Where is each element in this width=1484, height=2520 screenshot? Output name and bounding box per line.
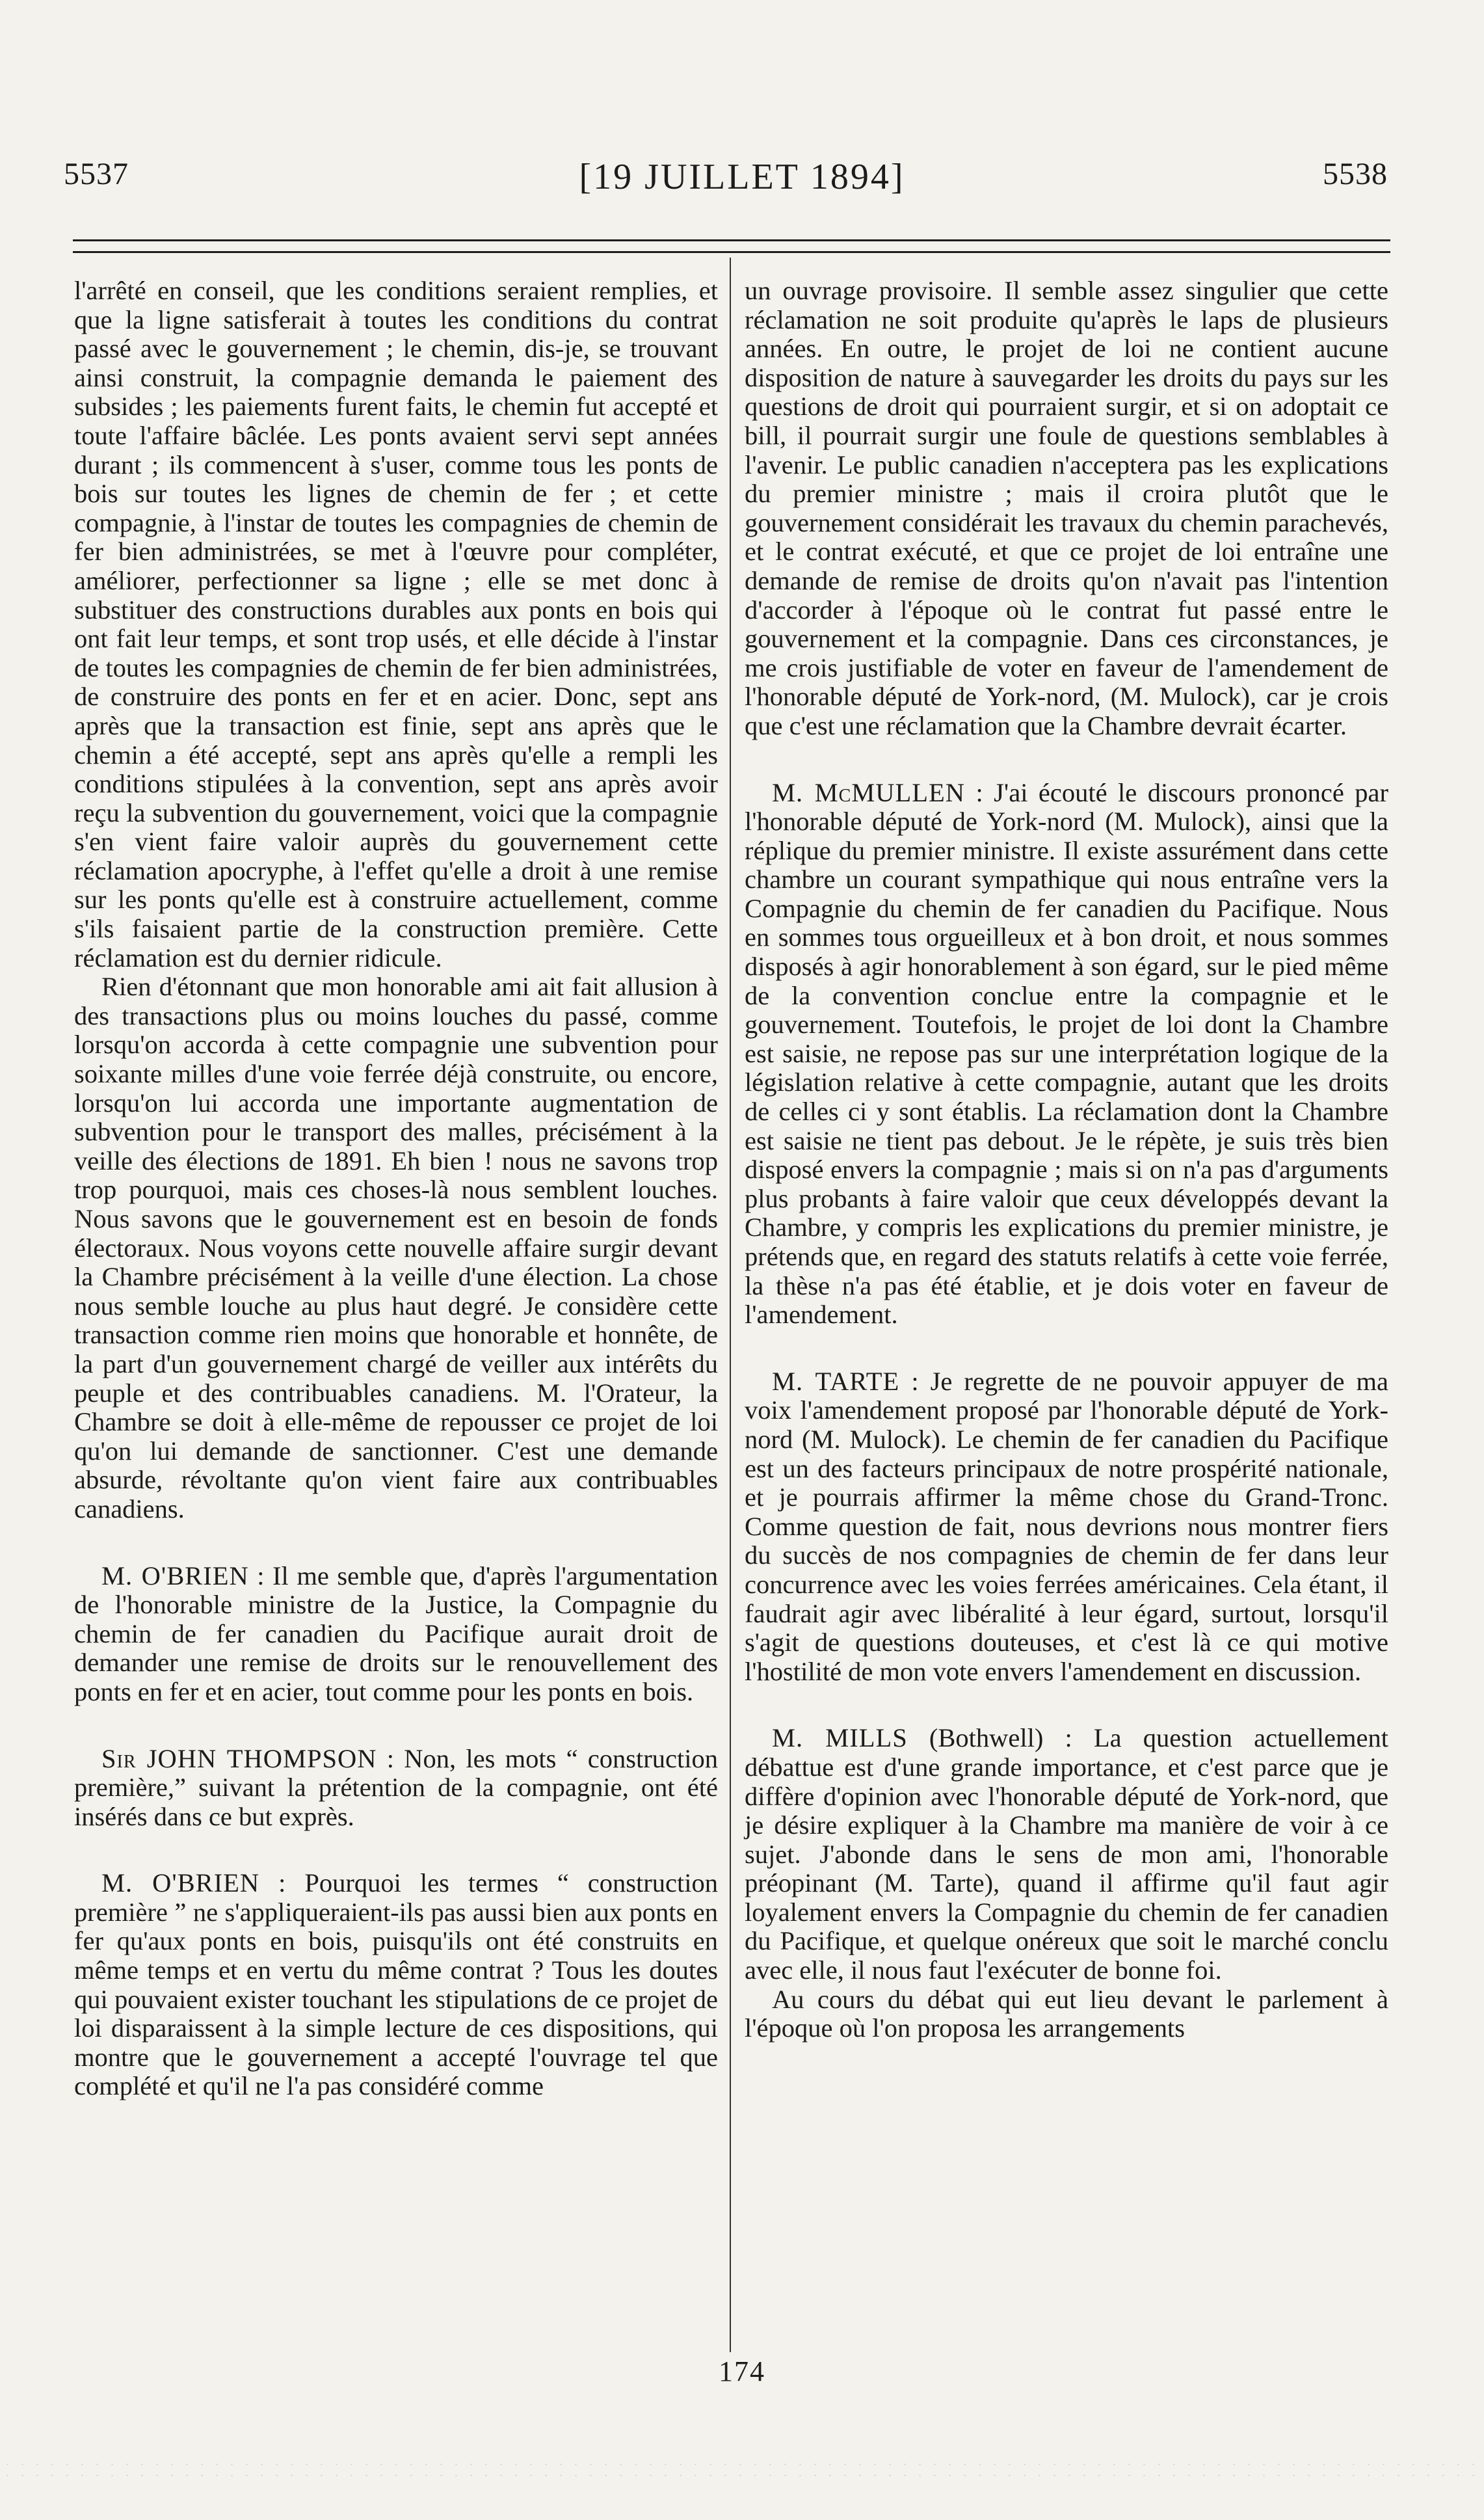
right-page-number: 5538 [1323, 157, 1388, 191]
speech-text: (Bothwell) : La question actuellement débattue est d'une grande importance, et c'est parce que je diffère d'opinion avec l'honorable député de York-nord, que je désire expliquer à la Chambre ma manière de voir à ce sujet. J'abonde dans le sens de mon ami, l'honorable préopinant (M. Tarte), quand il affirme qu'il faut agir loyalement envers la Compagnie du chemin de fer canadien du Pacifique, et quelque onéreux que soit le marché conclu avec elle, il nous faut l'exécuter de bonne foi. [745, 1723, 1388, 1985]
scan-noise [0, 2459, 1484, 2485]
header-rule-bottom [73, 251, 1390, 253]
speaker-name: M. MILLS [772, 1723, 908, 1753]
speech-text: : Il me semble que, d'après l'argumentation de l'honorable ministre de la Justice, la Compagnie du chemin de fer canadien du Pacifique aurait droit de demander une remise de droits sur le renouvellement des ponts en fer et en acier, tout comme pour les ponts en bois. [74, 1561, 718, 1706]
speech-text: : Pourquoi les termes “ construction première ” ne s'appliqueraient-ils pas aussi bien aux ponts en fer qu'aux ponts en bois, puisqu'ils ont été construits en même temps et en vertu du même contrat ? Tous les doutes qui pouvaient exister touchant les stipulations de ce projet de loi disparaissent à la simple lecture de ces dispositions, qui montre que le gouvernement a accepté l'ouvrage tel que complété et qu'il ne l'a pas considéré comme [74, 1868, 718, 2101]
right-column [745, 276, 1388, 2043]
speech-mcmullen [745, 779, 1388, 1330]
right-paragraph: Au cours du débat qui eut lieu devant le parlement à l'époque où l'on proposa les arrangements [745, 1984, 1388, 2043]
speaker-name: M. O'BRIEN [101, 1561, 249, 1590]
speech-mills [745, 1724, 1388, 1985]
speech-text: : Non, les mots “ construction première,” suivant la prétention de la compagnie, ont été insérés dans ce but exprès. [74, 1743, 719, 1831]
right-paragraph-continued: un ouvrage provisoire. Il semble assez singulier que cette réclamation ne soit produite qu'après le laps de plusieurs années. En outre, le projet de loi ne contient aucune disposition de nature à sauvegarder les droits du pays sur les questions de droit qui pourraient surgir, et si on adoptait ce bill, il pourrait surgir une foule de questions semblables à l'avenir. Le public canadien n'acceptera pas les explications du premier ministre ; mais il croira plutôt que le gouvernement considérait les travaux du chemin parachevés, et le contrat exécuté, et que ce projet de loi entraîne une demande de remise de droits qu'on n'avait pas l'intention d'accorder à l'époque où le contrat fut passé entre le gouvernement et la compagnie. Dans ces circonstances, je me crois justifiable de voter en faveur de l'amendement de l'honorable député de York-nord, (M. Mulock), car je crois que c'est une réclamation que la Chambre devrait écarter. [745, 276, 1388, 740]
left-paragraph: Rien d'étonnant que mon honorable ami ait fait allusion à des transactions plus ou moins louches du passé, comme lorsqu'on accorda à cette compagnie une subvention pour soixante milles d'une voie ferrée déjà construite, ou encore, lorsqu'on lui accorda une importante augmentation de subvention pour le transport des malles, précisément à la veille des élections de 1891. Eh bien ! nous ne savons trop trop pourquoi, mais ces choses-là nous semblent louches. Nous savons que le gouvernement est en besoin de fonds électoraux. Nous voyons cette nouvelle affaire surgir devant la Chambre précisément à la veille d'une élection. La chose nous semble louche au plus haut degré. Je considère cette transaction comme rien moins que honorable et honnête, de la part d'un gouvernement chargé de veiller aux intérêts du peuple et des contribuables canadiens. M. l'Orateur, la Chambre se doit à elle-même de repousser ce projet de loi qu'on lui demande de sanctionner. C'est une demande absurde, révoltante qu'on vient faire aux contribuables canadiens. [74, 972, 718, 1523]
left-page-number: 5537 [64, 157, 129, 191]
session-date: [19 JUILLET 1894] [579, 157, 905, 197]
page-header [0, 156, 1484, 208]
speaker-name: M. McMULLEN [772, 777, 965, 807]
header-rule-top [73, 239, 1390, 241]
speaker-name: M. TARTE [772, 1366, 900, 1396]
speaker-name: Sir JOHN THOMPSON [101, 1743, 377, 1773]
speech-text: : Je regrette de ne pouvoir appuyer de ma voix l'amendement proposé par l'honorable député de York-nord (M. Mulock). Le chemin de fer canadien du Pacifique est un des facteurs principaux de notre prospérité nationale, et je pourrais affirmer la même chose du Grand-Tronc. Comme question de fait, nous devrions nous montrer fiers du succès de nos compagnies de chemin de fer dans leur concurrence avec les voies ferrées américaines. Cela étant, il faudrait agir avec libéralité à leur égard, surtout, lorsqu'il s'agit de questions douteuses, et c'est là ce qui motive l'hostilité de mon vote envers l'amendement en discussion. [745, 1366, 1388, 1686]
signature-mark: 174 [719, 2355, 765, 2387]
speech-obrien-2 [74, 1869, 718, 2101]
speech-obrien-1 [74, 1562, 718, 1707]
speech-tarte [745, 1367, 1388, 1687]
column-divider [730, 258, 731, 2352]
left-paragraph-continued: l'arrêté en conseil, que les conditions seraient remplies, et que la ligne satisferait à toutes les conditions du contrat passé avec le gouvernement ; le chemin, dis-je, se trouvant ainsi construit, la compagnie demanda le paiement des subsides ; les paiements furent faits, le chemin fut accepté et toute l'affaire bâclée. Les ponts avaient servi sept années durant ; ils commencent à s'user, comme tous les ponts de bois sur toutes les lignes de chemin de fer ; et cette compagnie, à l'instar de toutes les compagnies de chemin de fer bien administrées, se met à l'œuvre pour compléter, améliorer, perfectionner sa ligne ; elle se met donc à substituer des constructions durables aux ponts en bois qui ont fait leur temps, et sont trop usés, et elle décide à l'instar de toutes les compagnies de chemin de fer bien administrées, de construire des ponts en fer et en acier. Donc, sept ans après que la transaction est finie, sept ans après que le chemin a été accepté, sept ans après qu'elle a rempli les conditions stipulées à la convention, sept ans après avoir reçu la subvention du gouvernement, voici que la compagnie s'en vient faire valoir auprès du gouvernement cette réclamation apocryphe, à l'effet qu'elle a droit à une remise sur les ponts qu'elle est à construire actuellement, comme s'ils faisaient partie de la construction première. Cette réclamation est du dernier ridicule. [74, 276, 718, 972]
speech-thompson [74, 1745, 718, 1832]
speaker-name: M. O'BRIEN [101, 1868, 260, 1898]
left-column [74, 276, 718, 2101]
speech-text: : J'ai écouté le discours prononcé par l'honorable député de York-nord (M. Mulock), ainsi que la réplique du premier ministre. Il existe assurément dans cette chambre un courant sympathique qui nous entraîne vers la Compagnie du chemin de fer canadien du Pacifique. Nous en sommes tous orgueilleux et à bon droit, et nous sommes disposés à agir honorablement à son égard, sur le pied même de la convention conclue entre la compagnie et le gouvernement. Toutefois, le projet de loi dont la Chambre est saisie, ne repose pas sur une interprétation logique de la législation relative à cette compagnie, autant que les droits de celles ci y sont établis. La réclamation dont la Chambre est saisie ne tient pas debout. Je le répète, je suis très bien disposé envers la compagnie ; mais si on n'a pas d'arguments plus probants à faire valoir que ceux développés devant la Chambre, y compris les explications du premier ministre, je prétends que, en regard des statuts relatifs à cette voie ferrée, la thèse n'a pas été établie, et je dois voter en faveur de l'amendement. [745, 777, 1388, 1330]
